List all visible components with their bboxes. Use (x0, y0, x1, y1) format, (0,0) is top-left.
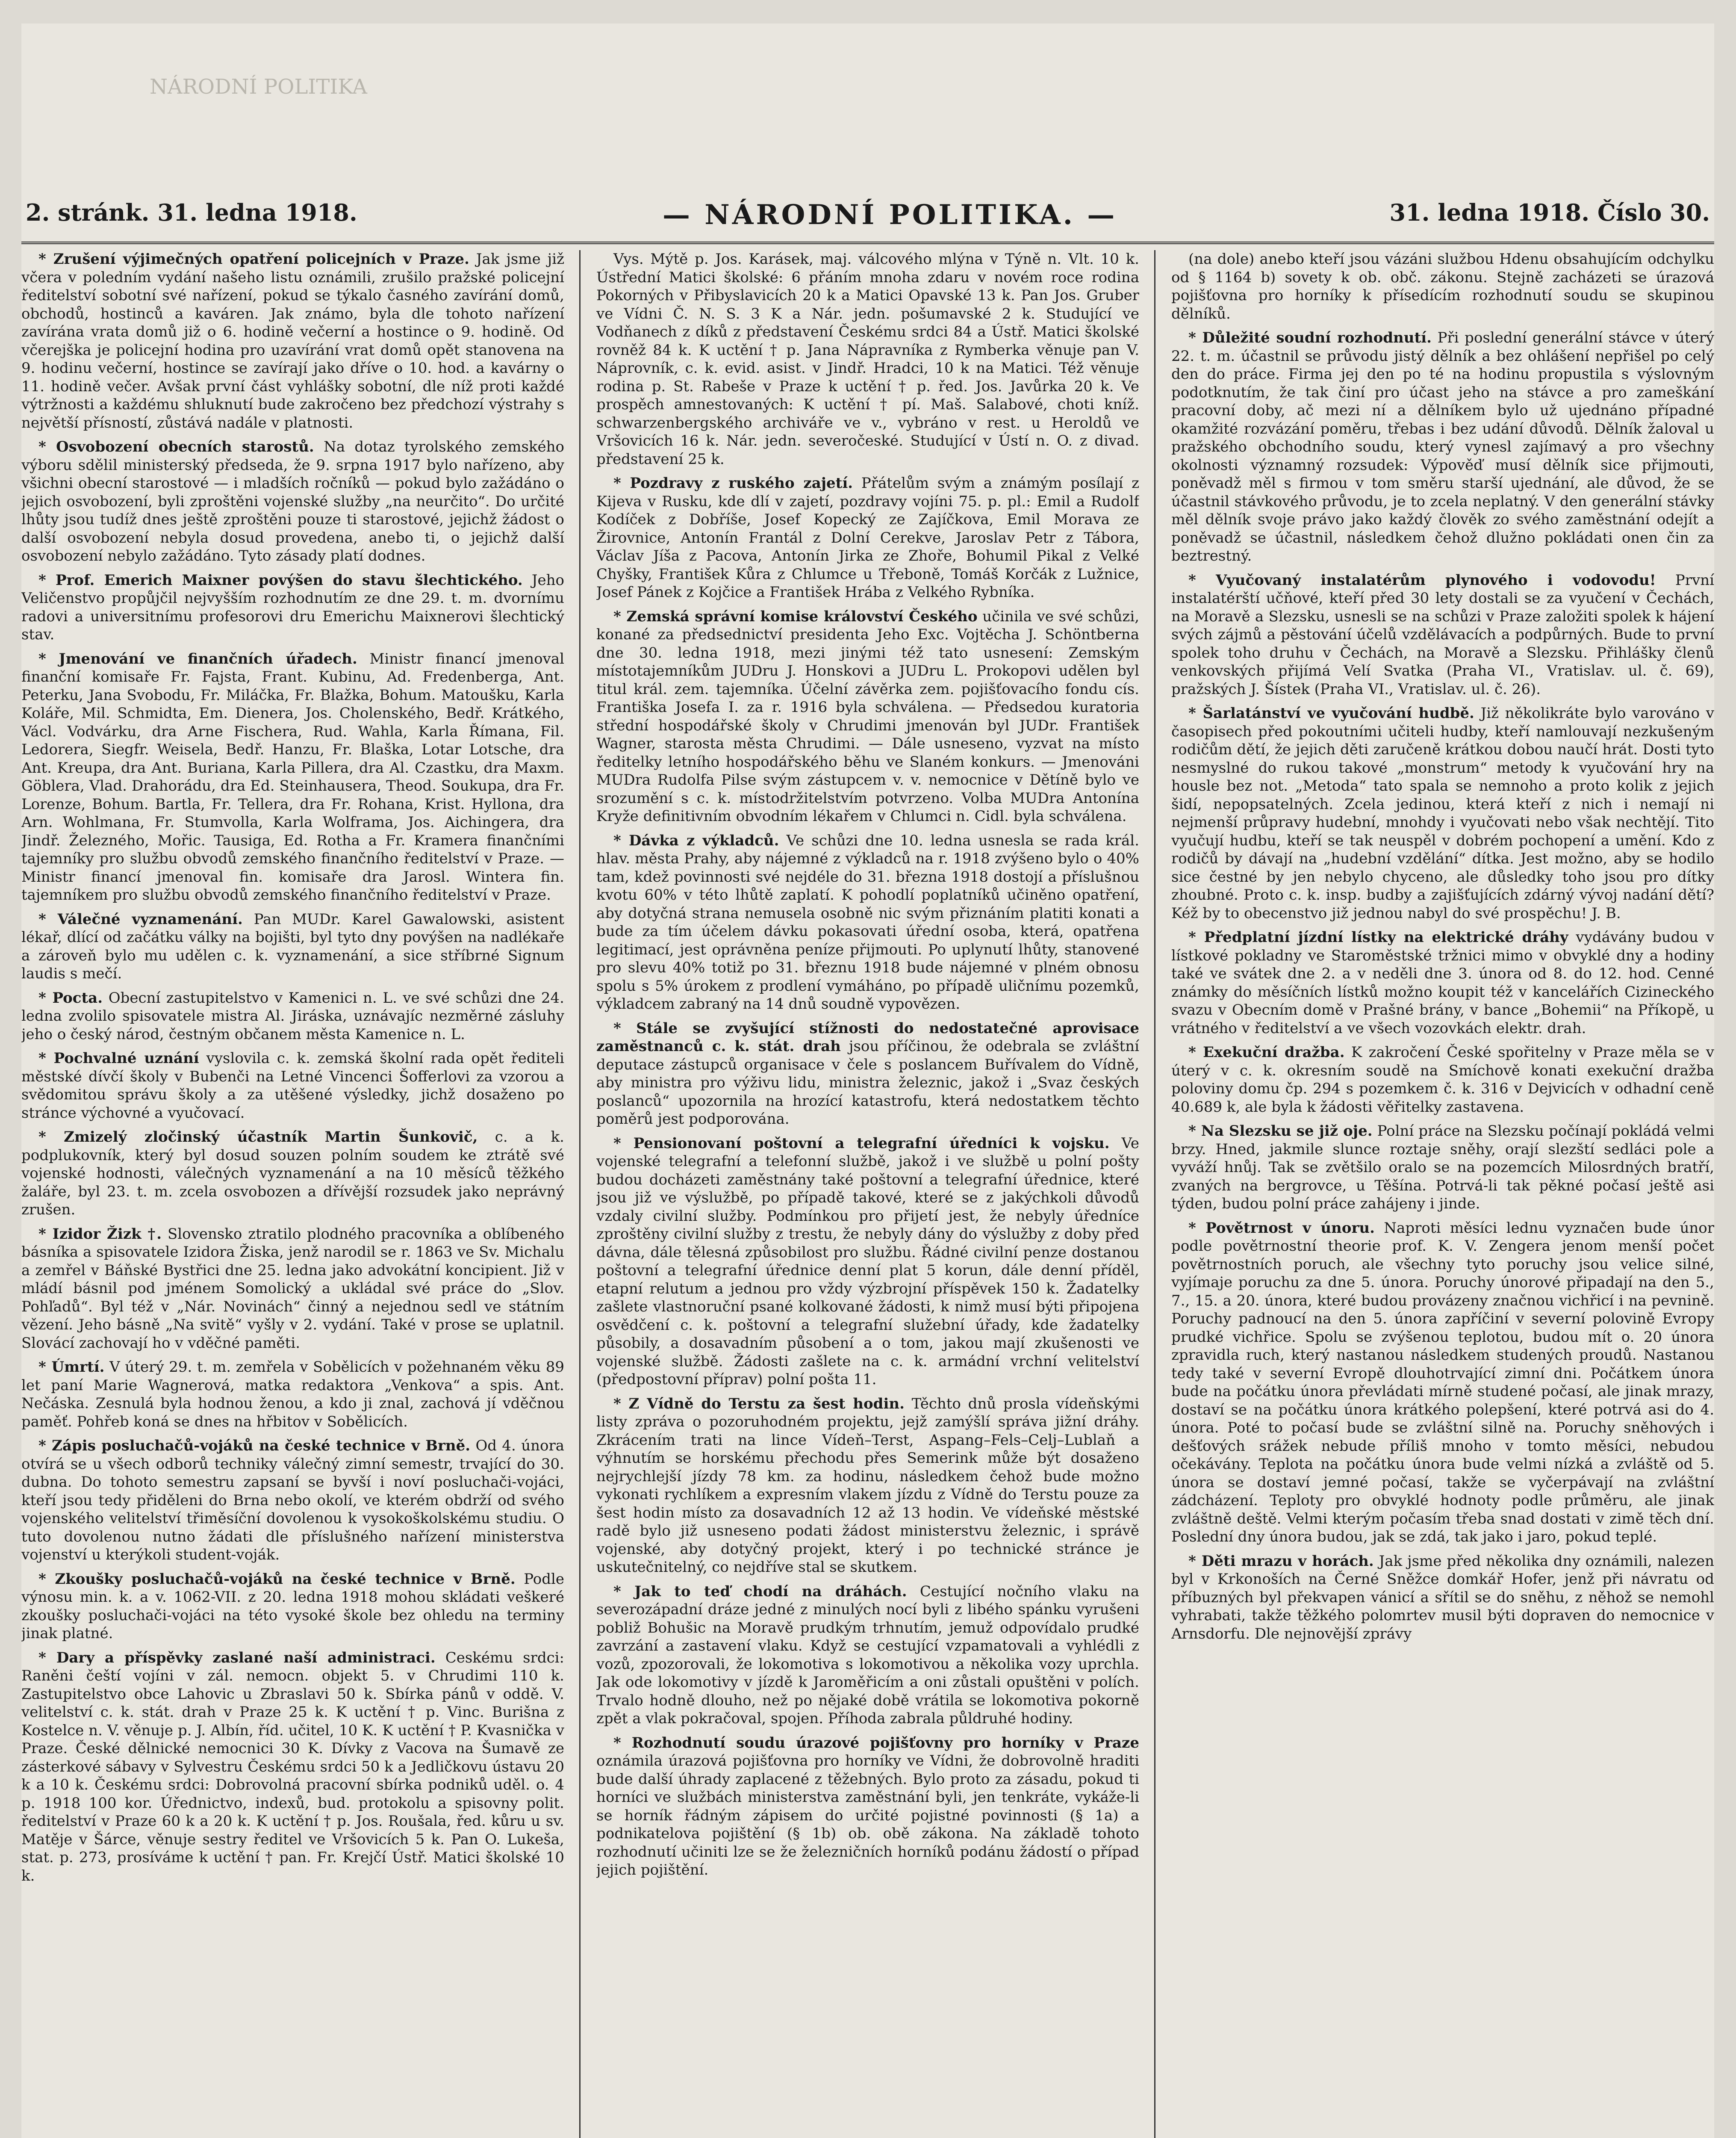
news-item-headline: * Jak to teď chodí na dráhách. (613, 1583, 907, 1600)
news-item-body: Jeho Veličenstvo propůjčil nejvyšším rozhodnutím ze dne 29. t. m. dvornímu radovi a universitnímu profesorovi dru Emerichu Maixnerovi šlechtický stav. (21, 571, 564, 643)
news-item (21, 571, 564, 644)
news-item-body: Přátelům svým a známým posílají z Kijeva v Rusku, kde dlí v zajetí, pozdravy vojíni 75. p. pl.: Emil a Rudolf Kodíček z Dobříše, Josef Kopecký ze Zajíčkova, Emil Morava ze Žirovnice, Antonín Frantál z Dolní Cerekve, Jaroslav Petr z Tábora, Václav Jíša z Pacova, Antonín Jirka ze Zhoře, Bohumil Pikal z Velké Chyšky, František Kůra z Chlumce u Třeboně, Tomáš Korčák z Lužnice, Josef Pánek z Kojčice a František Hrába z Velkého Rybníka. (596, 475, 1139, 601)
news-item-headline: * Jmenování ve finančních úřadech. (38, 650, 357, 667)
news-item-headline: * Dávka z výkladců. (613, 832, 779, 849)
news-item-headline: * Prof. Emerich Maixner povýšen do stavu šlechtického. (38, 571, 523, 589)
news-item-headline: * Rozhodnutí soudu úrazové pojišťovny pro horníky v Praze (613, 1734, 1139, 1751)
news-item-body: c. a k. podplukovník, který byl dosud souzen polním soudem ke ztrátě své vojenské hodnosti, válečných vyznamenání a na 10 měsíců těžkého žaláře, byl 23. t. m. zcela osvobozen a dřívější rozsudek jako neprávný zrušen. (21, 1128, 564, 1218)
column-divider (1154, 250, 1155, 2138)
news-item-headline: * Z Vídně do Terstu za šest hodin. (613, 1395, 905, 1412)
news-item-body: Ceskému srdci: Raněni čeští vojíni v zál. nemocn. objekt 5. v Chrudimi 110 k. Zastupitelstvo obce Lahovic u Zbraslavi 50 k. Sbírka pánů v oddě. V. velitelství c. k. stát. drah v Praze 25 k. K uctění † p. Vinc. Burišna z Kostelce n. V. věnuje p. J. Albín, říd. učitel, 10 K. K uctění † P. Kvasnička v Praze. České dělnické nemocnici 30 K. Dívky z Vacova na Šumavě ze zásterkové sábavy v Sylvestru Českému srdci 50 k a Jedličkovu ústavu 20 k a 10 k. Českému srdci: Dobrovolná pracovní sbírka podniků uděl. o. 4 p. 1918 100 kor. Úřednictvo, indexů, bud. protokolu a spisovny polit. ředitelství v Praze 60 k a 20 k. K uctění † p. Jos. Roušala, řed. kůru u sv. Matěje v Šárce, věnuje sestry ředitel ve Vršovicích 5 k. Pan O. Lukeša, stat. p. 273, prosíváme k uctění † pan. Fr. Krejčí Ústř. Matici školské 10 k. (21, 1649, 564, 1884)
news-item (596, 474, 1139, 602)
column-divider (579, 250, 581, 2138)
news-item-headline: * Izidor Žizk †. (38, 1225, 162, 1243)
news-item (596, 1395, 1139, 1577)
news-item-body: Již několikráte bylo varováno v časopisech před pokoutními učiteli hudby, kteří namlouvají nezkušeným rodičům dětí, že jejich děti zaručeně krátkou dobou naučí hrát. Dosti tyto nesmyslné do rukou takové „monstrum“ metody k vyučování hry na housle bez not. „Metoda“ tato spala se nemnoho a proto kolik z jejich šidí, nepopsatelných. Zcela jedinou, která kteří z nich i nemají ni nejmenší průpravy hudební, mnohdy i vyučovati nebo však nechtějí. Tito vyučují hudbu, kteří se tak neuspěl v dobrém pochopení a umění. Kdo z rodičů by dávají na „hudební vzdělání“ dítka. Jest možno, aby se hodilo sice čestné by jen nebylo chyceno, ale důsledky toho jsou pro dítky zhoubné. Proto c. k. insp. budby a zajišťujících zdárný vývoj nadání dětí? Kéž by to obecenstvo již jednou nabyl do své prospěchu! J. B. (1171, 705, 1714, 922)
news-item-headline: * Předplatní jízdní lístky na elektrické dráhy (1188, 929, 1568, 946)
bleed-through-text: NÁRODNÍ POLITIKA (150, 75, 367, 99)
news-item-body: Na dotaz tyrolského zemského výboru sdělil ministerský předseda, že 9. srpna 1917 bylo nařízeno, aby všichni obecní starostové — i mladších ročníků — pokud bylo zažádáno o jejich osvobození, byli zproštěni vojenské služby „na neurčito“. Do určité lhůty jsou tudíž dnes ještě zproštěni pouze ti starostové, jejichž žádost o další osvobození nebyla dosud provedena, anebo ti, o jejichž další osvobození nebylo zažádáno. Tyto zásady platí dodnes. (21, 438, 564, 564)
news-item (21, 438, 564, 565)
news-item-headline: * Válečné vyznamenání. (38, 910, 243, 928)
news-item (21, 250, 564, 432)
news-item-headline: * Šarlatánství ve vyučování hudbě. (1188, 705, 1474, 722)
news-item-headline: * Zápis posluchačů-vojáků na české technice v Brně. (38, 1437, 471, 1454)
page-date-right: 31. ledna 1918. Číslo 30. (1389, 199, 1710, 226)
news-item-headline: * Osvobození obecních starostů. (38, 438, 314, 455)
page-header (21, 190, 1714, 244)
news-item (596, 1134, 1139, 1389)
news-item-headline: * Zkoušky posluchačů-vojáků na české technice v Brně. (38, 1570, 516, 1588)
news-item (21, 1649, 564, 1885)
news-item-body: V úterý 29. t. m. zemřela v Sobělicích v požehnaném věku 89 let paní Marie Wagnerová, matka redaktora „Venkova“ a spis. Ant. Nečáska. Zesnulá byla hodnou ženou, a kdo ji znal, zachová jí vděčnou paměť. Pohřeb koná se dnes na hřbitov v Sobělicích. (21, 1358, 564, 1430)
news-item-headline: * Exekuční dražba. (1188, 1044, 1345, 1061)
news-item-headline: * Povětrnost v únoru. (1188, 1219, 1375, 1237)
news-item-headline: * Stále se zvyšující stížnosti do nedostatečné aprovisace zaměstnanců c. k. stát. drah (596, 1019, 1139, 1055)
news-item-body: Jak jsme již včera v poledním vydání našeho listu oznámili, zrušilo pražské policejní ředitelství sobotní své nařízení, pokud se týkalo časného zavírání domů, obchodů, hostinců a kaváren. Jak známo, byla dle tohoto nařízení zavírána vrata domů již o 6. hodině večerní a hostince o 9. hodině. Od včerejška je policejní hodina pro uzavírání vrat domů opět stanovena na 9. hodinu večerní, hostince se zavírají jako dříve o 10. hod. a kavárny o 11. hodině večer. Avšak první část vyhlášky sobotní, dle níž proti každé výtržnosti a každému shluknutí bude zakročeno bez předchozí výstrahy s největší přísností, zůstává nadále v platnosti. (21, 251, 564, 431)
news-item-headline: * Zemská správní komise království Českého (613, 608, 978, 625)
news-item-headline: * Vyučovaný instalatérům plynového i vodovodu! (1188, 571, 1656, 589)
column-2 (596, 250, 1139, 2138)
news-item (21, 650, 564, 904)
news-item-body: učinila ve své schůzi, konané za předsednictví presidenta Jeho Exc. Vojtěcha J. Schöntberna dne 30. ledna 1918, mezi jinými též tato usnesení: Zemským místotajemníkům JUDru J. Honskovi a JUDru L. Prokopovi udělen byl titul král. zem. tajemníka. Účelní závěrka zem. pojišťovacího fondu cís. Františka Josefa I. za r. 1916 byla schválena. — Předsedou kuratoria střední hospodářské školy v Chrudimi jmenován byl JUDr. František Wagner, starosta města Chrudimi. — Dále usneseno, vyzvat na místo ředitelky letního hospodářského běhu ve Slaném konkurs. — Jmenováni MUDra Rudolfa Pilse svým zástupcem v. v. nemocnice v Dětíně bylo ve srozumění s c. k. místodržitelstvím potvrzeno. Volba MUDra Antonína Kryže definitivním obvodním lékařem v Chlumci n. Cidl. byla schválena. (596, 608, 1139, 825)
news-item-body: Slovensko ztratilo plodného pracovníka a oblíbeného básníka a spisovatele Izidora Žiska, jenž narodil se r. 1863 ve Sv. Michalu a zemřel v Báňské Bystřici dne 25. ledna jako advokátní koncipient. Již v mládí básnil pod jménem Somolický a ukládal své práce do „Slov. Pohľadů“. Byl též v „Nár. Novinách“ činný a nejednou sedl ve státním vězení. Jeho básně „Na svitě“ vyšly v 2. vydání. Také v prose se uplatnil. Slovácí zachovají ho v vděčné paměti. (21, 1225, 564, 1352)
news-item-body: Polní práce na Slezsku počínají pokládá velmi brzy. Hned, jakmile slunce roztaje sněhy, orají slezští sedláci pole a vyváží hnůj. Tak se zvětšilo oralo se na pozemcích Milosrdných bratří, zvaných na bergrovce, u Těšína. Potrvá-li tak pěkné počasí ještě asi týden, budou polní práce zahájeny i jinde. (1171, 1122, 1714, 1212)
news-item (1171, 1122, 1714, 1213)
news-item-body: Při poslední generální stávce v úterý 22. t. m. účastnil se průvodu jistý dělník a bez ohlášení nepřišel po celý den do práce. Firma jej den po té na hodinu propustila s výslovným podotknutím, že tak činí pro účast jeho na stávce a pro zameškání pracovní doby, ač mezi ní a dělníkem bylo už ujednáno případné okamžité rozvázání poměru, třebas i bez udání důvodů. Dělník žaloval u pražského obchodního soudu, který vynesl zajímavý a pro všechny okolnosti významný rozsudek: Výpověď musí dělník sice přijmouti, poněvadž měl s firmou v tom směru starší ujednání, ale důvod, že se účastnil stávkového průvodu, je to zcela neplatný. V den generální stávky měl dělník svoje právo jako každý člověk zo svého zaměstnání odejít a poněvadž se účastnil, následkem čehož dlužno pokládati onen čin za beztrestný. (1171, 329, 1714, 564)
news-item-body: Obecní zastupitelstvo v Kamenici n. L. ve své schůzi dne 24. ledna zvolilo spisovatele mistra Al. Jiráska, uznávajíc nezměrné zásluhy jeho o český národ, čestným občanem města Kamenice n. L. (21, 989, 564, 1043)
news-item (596, 608, 1139, 826)
news-item-body: Vys. Mýtě p. Jos. Karásek, maj. válcového mlýna v Týně n. Vlt. 10 k. Ústřední Matici školské: 6 přáním mnoha zdaru v novém roce rodina Pokorných v Přibyslavicích 20 k a Matici Opavské 13 k. Pan Jos. Gruber ve Vídni Č. N. S. 3 K a Nár. jedn. pošumavské 2 k. Studující ve Vodňanech z díků z představení Českému srdci 84 a Ústř. Matici školské rovněž 84 k. K uctění † p. Jana Nápravníka z Rymberka věnuje pan V. Náprovník, c. k. evid. asist. v Jindř. Hradci, 10 k na Matici. Též věnuje rodina p. St. Rabeše v Praze k uctění † p. řed. Jos. Javůrka 20 k. Ve prospěch amnestovaných: K uctění † pí. Maš. Salabové, choti kníž. schwarzenbergského archiváře ve v., vybráno v rest. u Heroldů ve Vršovicích 16 k. Nár. jedn. severočeské. Studující v Ústí n. O. z divad. představení 25 k. (596, 251, 1139, 468)
news-item-headline: * Děti mrazu v horách. (1188, 1552, 1374, 1570)
news-item (21, 910, 564, 983)
news-item (21, 1358, 564, 1431)
news-item (1171, 704, 1714, 922)
news-item-body: Ve vojenské telegrafní a telefonní službě, jakož i ve službě u polní pošty budou docházeti zaměstnány také poštovní a telegrafní úřednice, které jsou již ve výslužbě, po případě takové, které se z jakýchkoli důvodů vzdaly civilní služby. Podmínkou pro přijetí jest, že nebyly úředníce zproštěny civilní služby z trestu, že nebyly dány do výslužby z doby před dávna, dále tělesná způsobilost pro službu. Řádné civilní penze dostanou poštovní a telegrafní úřednice denní plat 5 korun, dále denní příděl, etapní relutum a jednou pro vždy výzbrojní příspěvek 150 k. Žadatelky zašlete vlastnoruční psané kolkované žádosti, k nimž musí býti připojena osvědčení c. k. poštovní a telegrafní služební úřady, kde žadatelky působily, a dosavadním působení a o tom, jakou mají zkušenosti ve vojenské službě. Žádosti zašlete na c. k. armádní vrchní velitelství (předpostovní příprav) polní pošta 11. (596, 1134, 1139, 1388)
news-item (1171, 329, 1714, 565)
news-item (1171, 250, 1714, 323)
masthead-title: — NÁRODNÍ POLITIKA. — (663, 199, 1117, 231)
news-item (596, 1734, 1139, 1879)
news-item (21, 1049, 564, 1122)
news-item (1171, 928, 1714, 1037)
news-item-headline: * Zmizelý zločinský účastník Martin Šunkovič, (38, 1128, 478, 1146)
news-item (21, 989, 564, 1044)
news-item-body: První instalatérští učňové, kteří před 30 lety dostali se za vyučení v Čechách, na Moravě a Slezsku, usnesli se na schůzi v Praze založiti spolek k hájení svých zájmů a pěstování účelů vzdělávacích a podpůrných. Bude to první spolek toho druhu v Čechách, na Moravě a Slezsku. Přihlášky členů venkovských přijímá Velí Svatka (Praha VI., Vratislav. ul. č. 69), pražských J. Šístek (Praha VI., Vratislav. ul. č. 26). (1171, 571, 1714, 698)
news-item-body: Těchto dnů prosla vídeňskými listy zpráva o pozoruhodném projektu, jejž zamýšlí správa jižní dráhy. Zkrácením trati na lince Vídeň–Terst, Aspang–Fels–Celj–Lublaň a výhnutím se horskému přechodu přes Semerink může být dosaženo nejrychlejší jízdy 78 km. za hodinu, následkem čehož bude možno vykonati rychlíkem a expresním vlakem jízdu z Vídně do Terstu pouze za šest hodin místo za dosavadních 12 až 13 hodin. Ve vídeňské městské radě bylo již usneseno podati žádost ministerstvu železnic, i správě vojenské, aby dotyčný projekt, který i po technické stránce je uskutečnitelný, co nejdříve stal se skutkem. (596, 1395, 1139, 1576)
news-item (596, 832, 1139, 1013)
news-item-body: Ministr financí jmenoval finanční komisaře Fr. Fajsta, Frant. Kubinu, Ad. Fredenberga, Ant. Peterku, Jana Svobodu, Fr. Miláčka, Fr. Blažka, Bohum. Matoušku, Karla Koláře, Mil. Schmidta, Em. Dienera, Jos. Cholenského, Bedř. Krátkého, Václ. Vodvárku, dra Arne Fischera, Rud. Wahla, Karla Římana, Fil. Ledorera, Siegfr. Weisela, Bedř. Hanzu, Fr. Blaška, Lotar Lotsche, dra Ant. Kreupa, dra Ant. Buriana, Karla Pillera, dra Al. Czastku, dra Maxm. Göblera, Vlad. Drahorádu, dra Ed. Steinhausera, Theod. Soukupa, dra Fr. Lorenze, Bohum. Bartla, Fr. Tellera, dra Fr. Rohana, Krist. Hyllona, dra Arn. Wohlmana, Fr. Stumvolla, Karla Wolframa, Jos. Aichingera, dra Jindř. Železného, Mořic. Tausiga, Ed. Rotha a Fr. Kramera finančními tajemníky pro službu obvodů zemského finančního ředitelství v Praze. — Ministr financí jmenoval fin. komisaře dra Jarosl. Wintera fin. tajemníkem pro službu obvodů zemského finančního ředitelství v Praze. (21, 650, 564, 904)
news-item (21, 1437, 564, 1564)
page-date-left: 2. stránk. 31. ledna 1918. (26, 199, 357, 226)
news-item (596, 1583, 1139, 1728)
news-item (21, 1225, 564, 1352)
news-item-headline: * Pocta. (38, 989, 103, 1007)
news-item-headline: * Pensionovaní poštovní a telegrafní úředníci k vojsku. (613, 1134, 1110, 1152)
news-item-body: Od 4. února otvírá se u všech odborů techniky válečný zimní semestr, trvající do 30. dubna. Do tohoto semestru zapsaní se byvší i noví posluchači-vojáci, kteří jsou tedy přiděleni do Brna nebo okolí, ve kterém obdrží od svého vojenského velitelství třiměsíční dovolenou k vysokoškolskému studiu. O tuto dovolenou nutno žádati dle příslušného nařízení ministerstva vojenství u kterýkoli student-voják. (21, 1437, 564, 1563)
news-item-body: K zakročení České spořitelny v Praze měla se v úterý v c. k. okresním soudě na Smíchově konati exekuční dražba poloviny domu čp. 294 s pozemkem č. k. 316 v Dejvicích v odhadní ceně 40.689 k, ale byla k žádosti věřitelky zastavena. (1171, 1044, 1714, 1116)
news-item-body: vyslovila c. k. zemská školní rada opět řediteli městské dívčí školy v Bubenči na Letné Vincenci Šofferlovi za vzorou a svědomitou správu školy a za utěšené výsledky, jichž dosaženo po stránce výchovné a vyučovací. (21, 1050, 564, 1122)
news-item (21, 1128, 564, 1219)
news-item-body: vydávány budou v lístkové pokladny ve Staroměstské tržnici mimo v obvyklé dny a hodiny také ve svátek dne 2. a v neděli dne 3. února od 8. do 12. hod. Cenné známky do měsíčních lístků možno koupit též v kancelářích Cizineckého svazu v Obecním domě v Prašné brány, v bance „Bohemii“ na Příkopě, u vrátného v ředitelství a ve všech vozovkách elektr. drah. (1171, 929, 1714, 1037)
news-item-body: Ve schůzi dne 10. ledna usnesla se rada král. hlav. města Prahy, aby nájemné z výkladců na r. 1918 zvýšeno bylo o 40% tam, kdež povinnosti své nejdéle do 31. března 1918 dostojí a příslušnou kvotu 60% v této lhůtě zaplatí. K pohodlí poplatníků učiněno opatření, aby dotyčná strana nemusela osobně nic svým přiznáním platiti konati a bude za tím účelem dávku pokasovati úřední osoba, která, opatřena legitimací, jest oprávněna peníze přijmouti. Po uplynutí lhůty, stanovené pro slevu 40% totiž po 31. březnu 1918 bude nájemné v plném obnosu spolu s 5% úrokem z prodlení vymáháno, po případě uličnímu pozemků, výkladcem zabraný na 14 dnů soudně vypovězen. (596, 832, 1139, 1013)
news-item (1171, 1219, 1714, 1546)
news-item-headline: * Pochvalné uznání (38, 1050, 199, 1067)
column-3 (1171, 250, 1714, 2138)
news-item-body: Cestující nočního vlaku na severozápadní dráze jedné z minulých nocí byli z libého spánku vyrušeni pobliž Bohušic na Moravě prudkým trhnutím, jemuž odpovídalo prudké zavrzání a zastavení vlaku. Když se cestující vzpamatovali a vyhlédli z vozů, zpozorovali, že lokomotiva s lokomotivou a několika vozy uprchla. Jak ode lokomotivy v jízdě k Jaroměřicím a oni zůstali opuštěni v polích. Trvalo hodně dlouho, než po nějaké době vrátila se lokomotiva pokorně zpět a vlak pokračoval, spojen. Příhoda zabrala půldruhé hodiny. (596, 1583, 1139, 1727)
news-item-headline: * Dary a příspěvky zaslané naší administraci. (38, 1649, 436, 1666)
news-item (21, 1570, 564, 1643)
news-item-headline: * Zrušení výjimečných opatření policejních v Praze. (38, 251, 469, 268)
news-item-body: Pan MUDr. Karel Gawalowski, asistent lékař, dlící od začátku války na bojišti, byl tyto dny povýšen na nadlékaře a zároveň bylo mu udělen c. k. vyznamenání, a sice stříbrné Signum laudis s mečí. (21, 910, 564, 982)
news-item-headline: * Na Slezsku se již oje. (1188, 1122, 1373, 1140)
news-item-body: (na dole) anebo kteří jsou vázáni službou Hdenu obsahujícím odchylku od § 1164 b) sovety k ob. obč. zákonu. Stejně zacházeti se úrazová pojišťovna pro horníky k přísedícím rozhodnutí soudu se skupinou dělníků. (1171, 251, 1714, 322)
news-item (596, 1019, 1139, 1128)
news-item-body: Jak jsme před několika dny oznámili, nalezen byl v Krkonoších na Černé Sněžce domkář Hofer, jenž při návratu od příbuzných byl překvapen vánicí a sřítil se do sněhu, z něhož se nemohl vyhrabati, takže těžkého polomrtev musil býti dopraven do nemocnice v Arnsdorfu. Dle nejnovější zprávy (1171, 1552, 1714, 1642)
news-item-body: oznámila úrazová pojišťovna pro horníky ve Vídni, že dobrovolně hraditi bude další úhrady zaplacené z těžebných. Bylo proto za zásadu, pokud ti horníci ve službách ministerstva zaměstnání byli, jen tenkráte, vykáže-li se horník řádným zápisem do určité pojistné povinnosti (§ 1a) a podnikatelova pojištění (§ 1b) ob. obě zákona. Na základě tohoto rozhodnutí učiniti lze se že železničních horníků podánu žádostí o případ jejich pojištění. (596, 1752, 1139, 1878)
column-1 (21, 250, 564, 2138)
bleed-through-area (21, 24, 1714, 186)
news-item-headline: * Úmrtí. (38, 1358, 105, 1376)
news-item (1171, 1552, 1714, 1643)
news-item (1171, 571, 1714, 699)
news-item-body: Podle výnosu min. k. a v. 1062-VII. z 20. ledna 1918 mohou skládati veškeré zkoušky posluchači-vojáci na této vysoké škole bez ohledu na terminy jinak platné. (21, 1570, 564, 1642)
news-item-body: jsou příčinou, že odebrala se zvláštní deputace zástupců organisace v čele s poslancem Buřívalem do Vídně, aby ministra pro výživu lidu, ministra železnic, jakož i „Svaz českých poslanců“ upozornila na hrozící katastrofu, která nedostatkem těchto poměrů jest podporována. (596, 1038, 1139, 1128)
news-item (596, 250, 1139, 468)
news-item-body: Naproti měsíci lednu vyznačen bude únor podle povětrnostní theorie prof. K. V. Zengera jenom menší počet povětrnostních poruch, ale všechny tyto poruchy jsou velice silné, vyjímaje poruchu za dne 5. února. Poruchy únorové připadají na den 5., 7., 15. a 20. února, které budou provázeny značnou vichřicí i na pevnině. Poruchy padnoucí na den 5. února zapříčiní v severní polovině Evropy prudké vichřice. Spolu se zvýšenou teplotou, budou mít o. 20 února zpravidla ruch, který nastanou následkem studených proudů. Nastanou tedy také v severní Evropě dlouhotrvající zimní dni. Počátkem února bude na počátku února převládati mírně studené počasí, ale jinak mrazy, dostaví se na počátku února krátkého polepšení, které potrvá asi do 4. února. Poté to počasí bude se zvláštní silně na. Poruchy sněhových i dešťových srážek nebude příliš mnoho v tomto měsíci, nebudou očekávány. Teplota na počátku února bude velmi nízká a zvláště od 5. února se dostaví jemné počasí, takže se vyčerpávají na zvláštní zádcházení. Teploty pro obvyklé hodnoty podle průměru, ale jinak zvláštně deště. Velmi kterým počasím třeba snad dostati v zimě těch dní. Poslední dny února budou, jak se zdá, tak jako i jaro, pokud teplé. (1171, 1219, 1714, 1545)
news-item-headline: * Důležité soudní rozhodnutí. (1188, 329, 1432, 346)
news-item-headline: * Pozdravy z ruského zajetí. (613, 475, 853, 492)
newspaper-page (21, 24, 1714, 2138)
news-item (1171, 1043, 1714, 1116)
